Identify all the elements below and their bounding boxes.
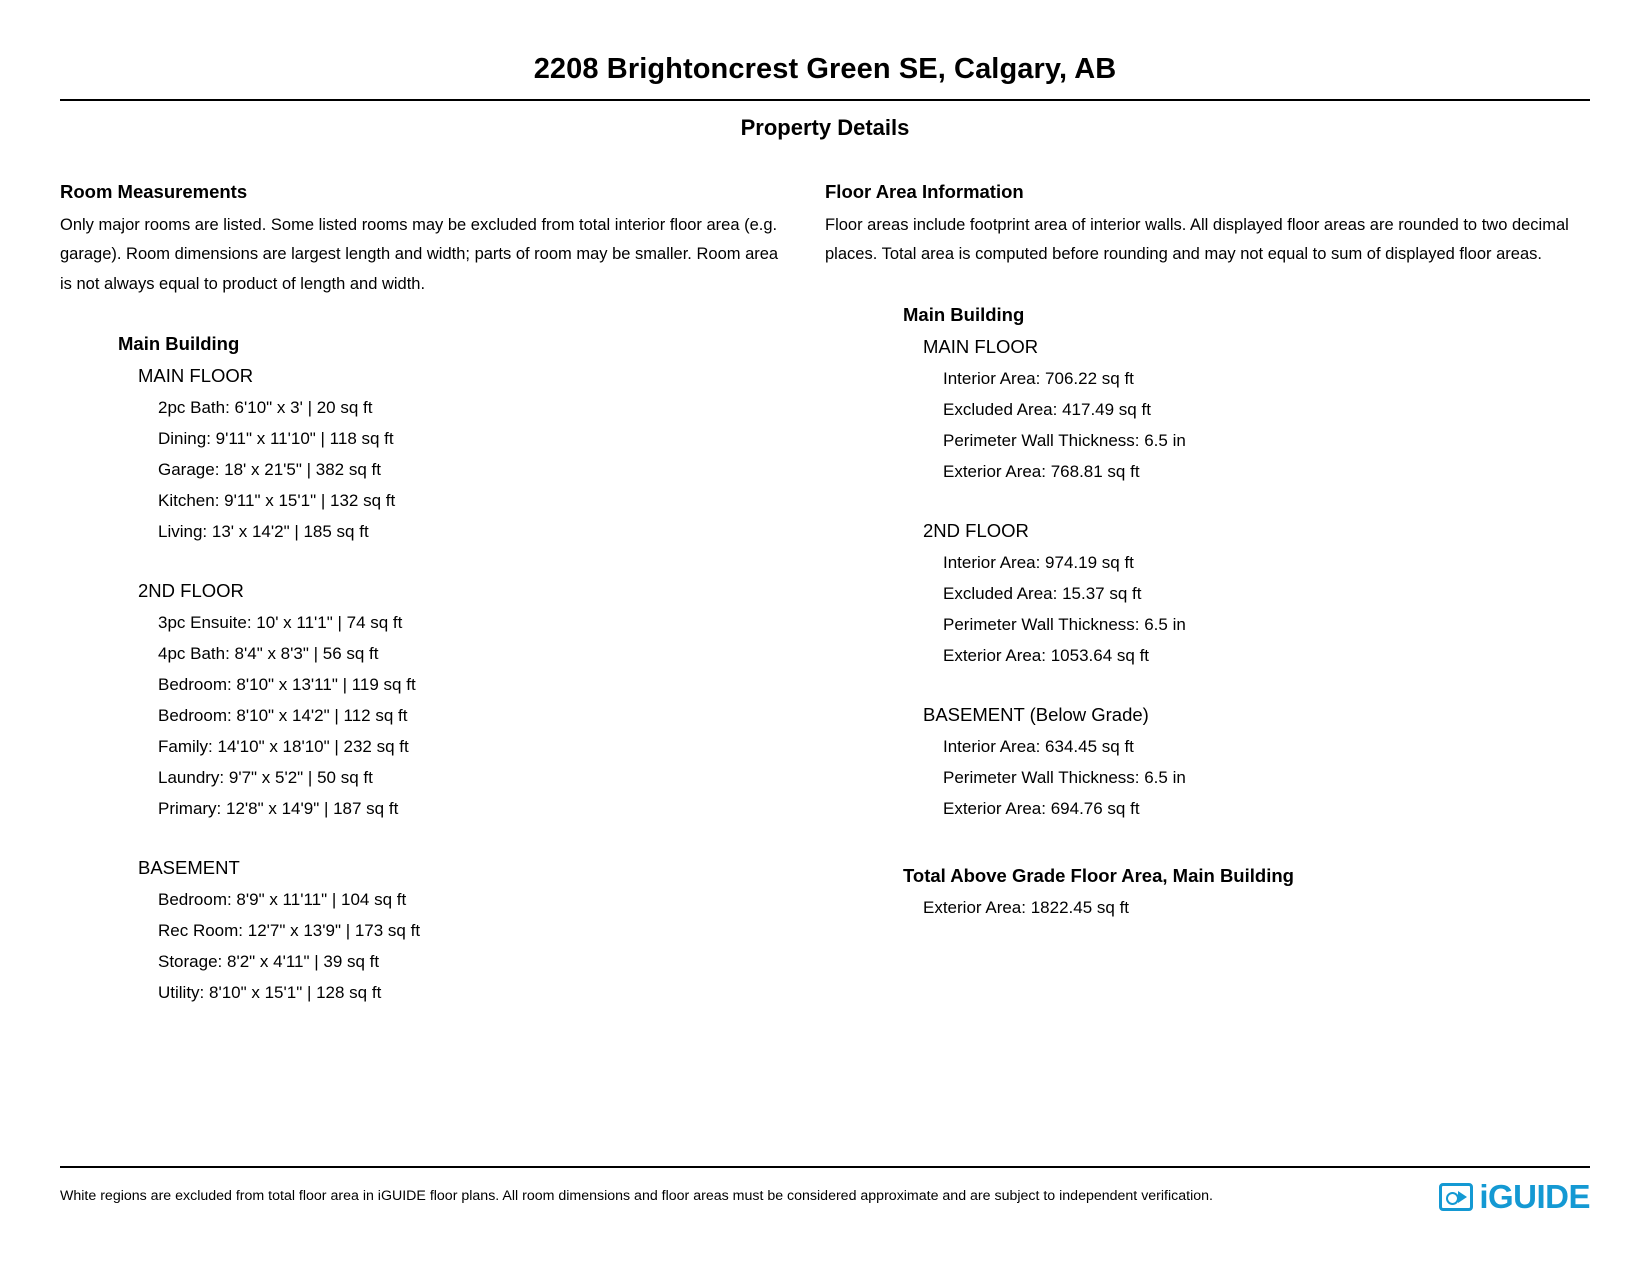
total-above-grade-heading: Total Above Grade Floor Area, Main Building [903,864,1294,886]
room-entry: Dining: 9'11" x 11'10" | 118 sq ft [158,428,394,448]
footer-divider [60,1166,1590,1168]
footer-row [60,1178,1590,1215]
room-entry: 2pc Bath: 6'10" x 3' | 20 sq ft [158,397,373,417]
room-entry: Bedroom: 8'9" x 11'11" | 104 sq ft [158,889,407,909]
area-row: Interior Area: 634.45 sq ft [943,736,1134,756]
area-floor-label-second: 2ND FLOOR [923,519,1029,541]
area-row: Excluded Area: 417.49 sq ft [943,399,1151,419]
room-entry: Bedroom: 8'10" x 14'2" | 112 sq ft [158,705,408,725]
area-row: Excluded Area: 15.37 sq ft [943,583,1142,603]
floor-area-body [825,304,1590,918]
room-entry: Bedroom: 8'10" x 13'11" | 119 sq ft [158,674,416,694]
floor-area-column [825,181,1590,1003]
spacer [825,666,1590,692]
room-measurements-note: Only major rooms are listed. Some listed rooms may be excluded from total interior floor area (e.g. garage). Room dimensions are largest length and width; parts of room may be smaller. Room area is not always equal to product of length and width. [60,215,779,293]
main-building-label-right: Main Building [903,303,1025,325]
page-subtitle: Property Details [740,114,910,140]
page-title: 2208 Brightoncrest Green SE, Calgary, AB [533,53,1117,85]
room-entry: Utility: 8'10" x 15'1" | 128 sq ft [158,982,382,1002]
room-entry: Laundry: 9'7" x 5'2" | 50 sq ft [158,767,373,787]
main-building-label-left: Main Building [118,332,240,354]
footer-disclaimer: White regions are excluded from total floor area in iGUIDE floor plans. All room dimensions and floor areas must be considered approximate and are subject to independent verification. [60,1188,1213,1204]
room-entry: 4pc Bath: 8'4" x 8'3" | 56 sq ft [158,643,379,663]
spacer [825,482,1590,508]
area-row: Interior Area: 974.19 sq ft [943,552,1134,572]
area-row: Exterior Area: 694.76 sq ft [943,798,1140,818]
camera-icon [1439,1183,1473,1211]
area-row: Perimeter Wall Thickness: 6.5 in [943,430,1186,450]
content-columns [60,181,1590,1003]
room-entry: Garage: 18' x 21'5" | 382 sq ft [158,459,381,479]
title-divider [60,99,1590,101]
floor-area-note: Floor areas include footprint area of interior walls. All displayed floor areas are rounded to two decimal places. Total area is computed before rounding and may not equal to sum of displayed floor areas. [825,215,1569,264]
area-floor-label-basement: BASEMENT (Below Grade) [923,703,1149,725]
iguide-logo [1439,1180,1590,1213]
floor-label-main: MAIN FLOOR [138,364,254,386]
area-row: Exterior Area: 768.81 sq ft [943,461,1140,481]
room-entry: 3pc Ensuite: 10' x 11'1" | 74 sq ft [158,612,403,632]
room-entry: Primary: 12'8" x 14'9" | 187 sq ft [158,798,399,818]
room-entry: Rec Room: 12'7" x 13'9" | 173 sq ft [158,920,421,940]
page-footer [60,1166,1590,1213]
room-measurements-column [60,181,825,1003]
iguide-logo-text: iGUIDE [1479,1178,1590,1215]
area-row: Exterior Area: 1053.64 sq ft [943,645,1150,665]
room-measurements-body [60,333,785,1003]
room-entry: Kitchen: 9'11" x 15'1" | 132 sq ft [158,490,396,510]
floor-label-basement: BASEMENT [138,856,240,878]
spacer [60,542,785,568]
area-row: Perimeter Wall Thickness: 6.5 in [943,767,1186,787]
area-floor-label-main: MAIN FLOOR [923,335,1039,357]
room-measurements-heading: Room Measurements [60,180,248,202]
spacer [60,819,785,845]
floor-area-heading: Floor Area Information [825,180,1024,202]
total-above-grade-row: Exterior Area: 1822.45 sq ft [923,897,1130,917]
floor-label-second: 2ND FLOOR [138,579,244,601]
room-entry: Family: 14'10" x 18'10" | 232 sq ft [158,736,409,756]
area-row: Interior Area: 706.22 sq ft [943,368,1134,388]
room-entry: Storage: 8'2" x 4'11" | 39 sq ft [158,951,380,971]
room-entry: Living: 13' x 14'2" | 185 sq ft [158,521,369,541]
area-row: Perimeter Wall Thickness: 6.5 in [943,614,1186,634]
